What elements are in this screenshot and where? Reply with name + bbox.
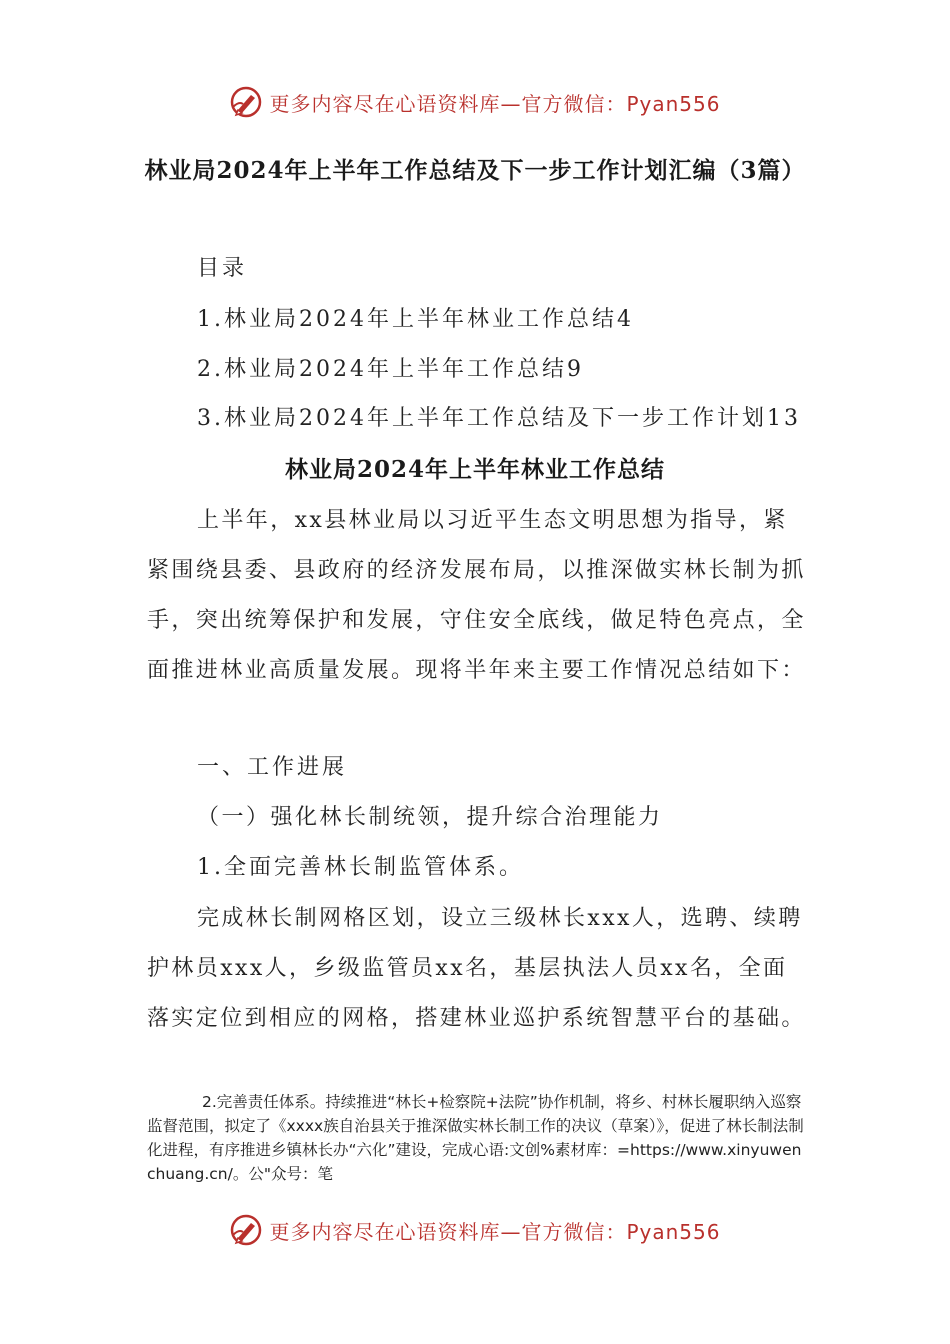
item-1-title: 1.全面完善林长制监管体系。 — [197, 855, 524, 880]
watermark-text: 更多内容尽在心语资料库—官方微信：Pyan556 — [269, 91, 721, 116]
intro-paragraph: 上半年，xx县林业局以习近平生态文明思想为指导，紧紧围绕县委、县政府的经济发展布局，以推深做实林长制为抓手，突出统筹保护和发展，守住安全底线，做足特色亮点，全面推进林业高质量发展。现将半年来主要工作情况总结如下： — [147, 508, 806, 683]
toc-heading: 目录 — [197, 256, 248, 281]
pen-logo-icon — [229, 1213, 263, 1247]
watermark-banner-top — [0, 80, 950, 124]
subsection-heading-1: （一）强化林长制统领，提升综合治理能力 — [197, 805, 663, 830]
article-title: 林业局2024年上半年林业工作总结 — [284, 456, 665, 483]
watermark-banner-bottom — [0, 1208, 950, 1252]
pen-logo-icon — [229, 85, 263, 119]
toc-item-3[interactable]: 3.林业局2024年上半年工作总结及下一步工作计划13 — [197, 406, 801, 431]
item-1-body: 完成林长制网格区划，设立三级林长xxx人，选聘、续聘护林员xxx人，乡级监管员xx名，基层执法人员xx名，全面落实定位到相应的网格，搭建林业巡护系统智慧平台的基础。 — [147, 906, 806, 1031]
section-heading-1: 一、工作进展 — [197, 755, 348, 780]
watermark-text: 更多内容尽在心语资料库—官方微信：Pyan556 — [269, 1219, 721, 1244]
item-2-paragraph: 2.完善责任体系。持续推进“林长+检察院+法院”协作机制，将乡、村林长履职纳入巡察监督范围，拟定了《xxxx族自治县关于推深做实林长制工作的决议（草案）》，促进了林长制法制化进程，有序推进乡镇林长办“六化”建设，完成心语:文创%素材库：=https://www.xinyuwenchuang.cn/。公"众号：笔 — [147, 1093, 804, 1183]
document-title: 林业局2024年上半年工作总结及下一步工作计划汇编（3篇） — [144, 157, 806, 184]
toc-item-2[interactable]: 2.林业局2024年上半年工作总结9 — [197, 357, 584, 382]
toc-item-1[interactable]: 1.林业局2024年上半年林业工作总结4 — [197, 307, 634, 332]
